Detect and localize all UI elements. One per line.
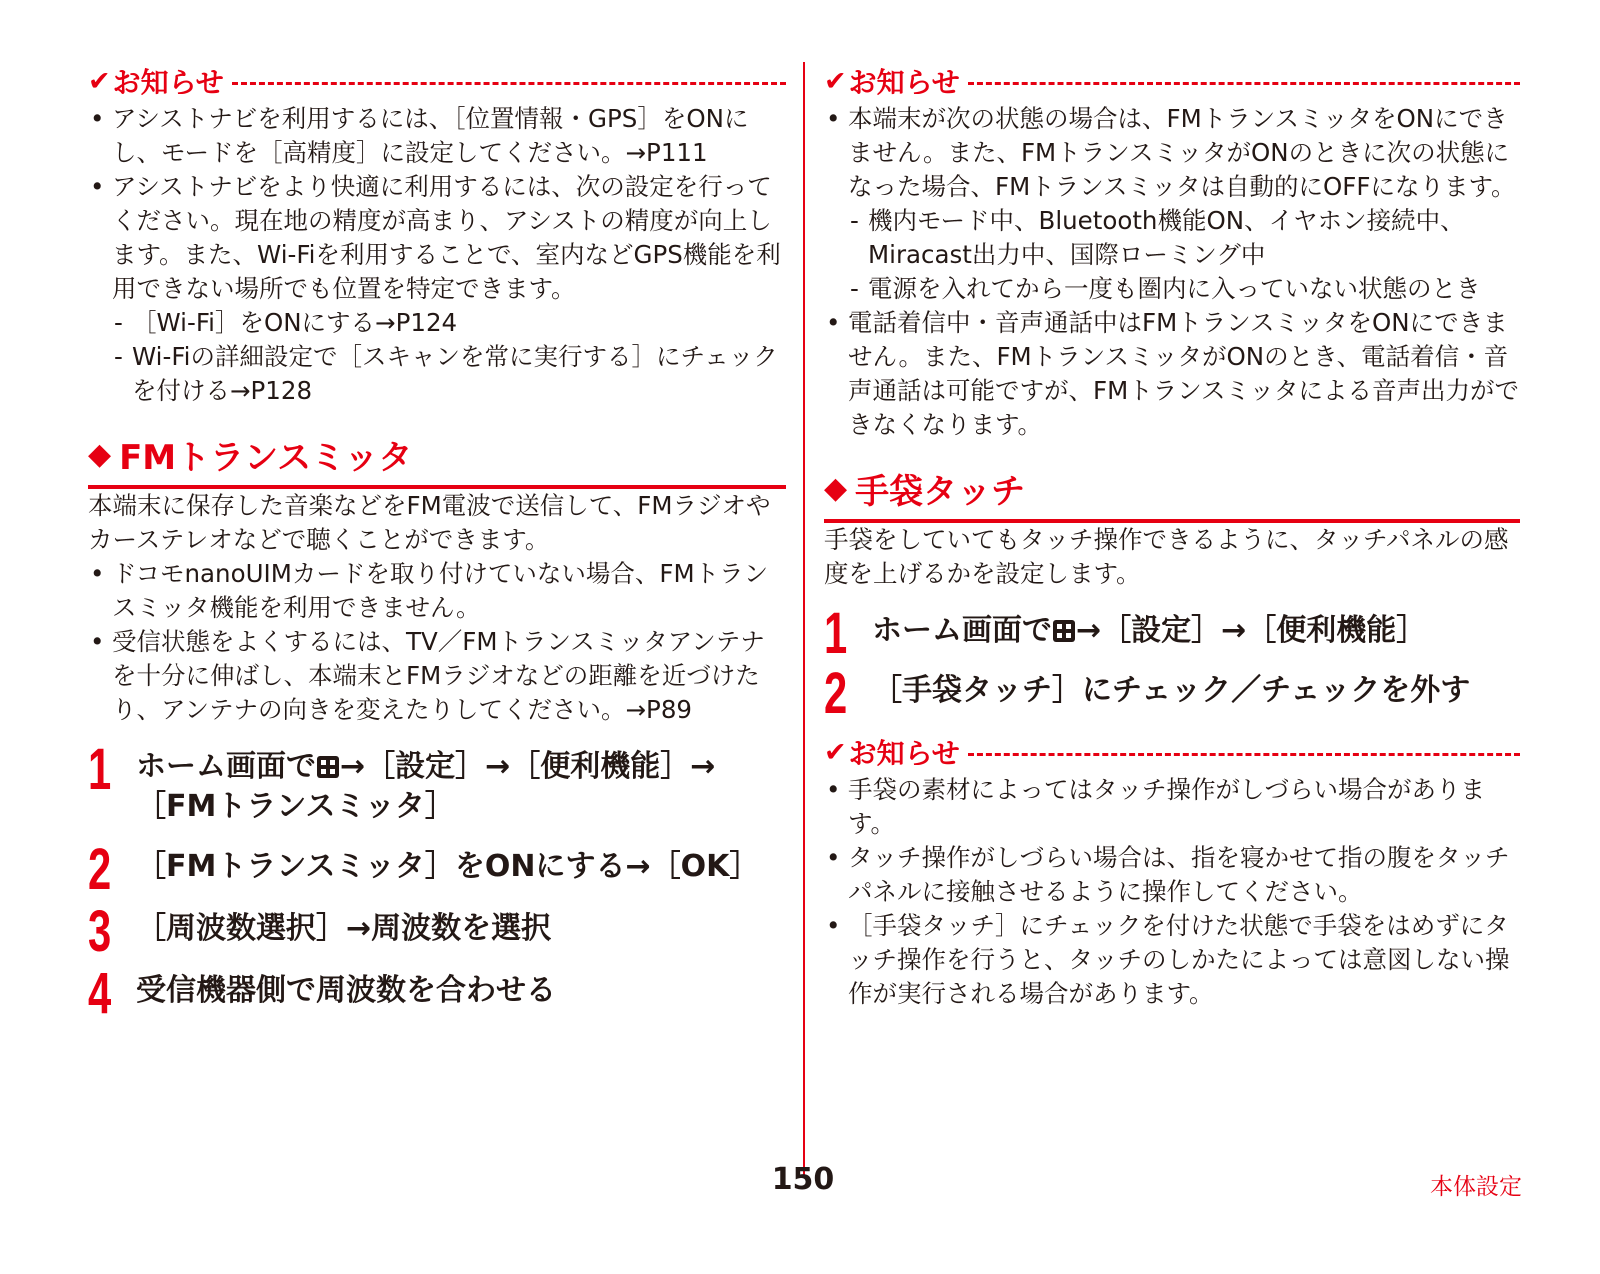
notice-subitem: - ［Wi-Fi］をONにする→P124	[112, 306, 786, 340]
section-bullets	[88, 557, 786, 727]
notice-list	[824, 773, 1520, 1011]
step-number: 1	[824, 601, 848, 666]
notice-item: • ［手袋タッチ］にチェックを付けた状態で手袋をはめずにタッチ操作を行うと、タッチのしかたによっては意図しない操作が実行される場合があります。	[824, 909, 1520, 1011]
notice-heading	[824, 733, 1520, 771]
dashed-rule	[232, 82, 786, 85]
notice-heading	[824, 62, 1520, 100]
step-text: 受信機器側で周波数を合わせる	[136, 973, 556, 1008]
check-icon: ✔	[824, 736, 847, 768]
column-divider	[803, 62, 805, 1177]
step-text-part: →［設定］→［便利機能］	[1076, 613, 1427, 648]
step-text-part: ホーム画面で	[872, 613, 1052, 648]
step-1	[88, 737, 786, 827]
notice-label: お知らせ	[112, 66, 224, 99]
notice-list	[88, 102, 786, 408]
section-title: 手袋タッチ	[855, 472, 1026, 512]
step-number: 1	[88, 737, 112, 802]
step-number: 4	[88, 961, 112, 1026]
dashed-rule	[968, 753, 1520, 756]
notice-label: お知らせ	[848, 66, 960, 99]
page-number: 150	[771, 1162, 835, 1197]
check-icon: ✔	[88, 65, 111, 97]
section-intro: 本端末に保存した音楽などをFM電波で送信して、FMラジオやカーステレオなどで聴くことができます。	[88, 491, 771, 554]
step-text	[872, 605, 1426, 651]
notice-subitem: - Wi-Fiの詳細設定で［スキャンを常に実行する］にチェックを付ける→P128	[112, 340, 786, 408]
step-4	[88, 961, 786, 1026]
notice-subitem: - 電源を入れてから一度も圏内に入っていない状態のとき	[848, 272, 1520, 306]
notice-heading	[88, 62, 786, 100]
step-text	[136, 741, 786, 827]
diamond-icon: ◆	[824, 471, 848, 506]
notice-item: • 電話着信中・音声通話中はFMトランスミッタをONにできません。また、FMトランスミッタがONのとき、電話着信・音声通話は可能ですが、FMトランスミッタによる音声出力ができなくなります。	[824, 306, 1520, 442]
section-heading-fm	[88, 430, 786, 489]
section-bullet: • 受信状態をよくするには、TV／FMトランスミッタアンテナを十分に伸ばし、本端末とFMラジオなどの距離を近づけたり、アンテナの向きを変えたりしてください。→P89	[88, 625, 786, 727]
step-text: ［周波数選択］→周波数を選択	[136, 911, 552, 946]
step-text-part: →［設定］→［便利機能］→［FMトランスミッタ］	[136, 749, 716, 824]
notice-subitem: - 機内モード中、Bluetooth機能ON、イヤホン接続中、Miracast出力中、国際ローミング中	[848, 204, 1520, 272]
notice-item-text: アシストナビをより快適に利用するには、次の設定を行ってください。現在地の精度が高まり、アシストの精度が向上します。また、Wi-Fiを利用することで、室内などGPS機能を利用できない場所でも位置を特定できます。	[112, 172, 781, 303]
step-text: ［FMトランスミッタ］をONにする→［OK］	[136, 849, 760, 884]
notice-sublist	[848, 204, 1520, 306]
notice-item	[824, 102, 1520, 306]
step-number: 2	[88, 837, 112, 902]
step-2	[88, 837, 786, 902]
step-1	[824, 601, 1520, 666]
step-2	[824, 661, 1520, 726]
section-bullet: • ドコモnanoUIMカードを取り付けていない場合、FMトランスミッタ機能を利用できません。	[88, 557, 786, 625]
right-column	[824, 62, 1520, 1011]
app-grid-icon	[317, 756, 339, 778]
step-text: ［手袋タッチ］にチェック／チェックを外す	[872, 673, 1471, 708]
notice-item: • アシストナビを利用するには、［位置情報・GPS］をONにし、モードを［高精度］に設定してください。→P111	[88, 102, 786, 170]
step-number: 2	[824, 661, 848, 726]
notice-item-text: 本端末が次の状態の場合は、FMトランスミッタをONにできません。また、FMトランスミッタがONのときに次の状態になった場合、FMトランスミッタは自動的にOFFになります。	[848, 104, 1516, 201]
step-number: 3	[88, 899, 112, 964]
notice-item	[88, 170, 786, 408]
left-column	[88, 62, 786, 1026]
section-intro: 手袋をしていてもタッチ操作できるように、タッチパネルの感度を上げるかを設定します。	[824, 525, 1509, 588]
chapter-title: 本体設定	[1430, 1174, 1522, 1200]
section-heading-glove	[824, 464, 1520, 523]
diamond-icon: ◆	[88, 437, 112, 472]
notice-list	[824, 102, 1520, 442]
app-grid-icon	[1053, 620, 1075, 642]
notice-label: お知らせ	[848, 737, 960, 770]
step-3	[88, 899, 786, 964]
check-icon: ✔	[824, 65, 847, 97]
notice-item: • タッチ操作がしづらい場合は、指を寝かせて指の腹をタッチパネルに接触させるように操作してください。	[824, 841, 1520, 909]
notice-item: • 手袋の素材によってはタッチ操作がしづらい場合があります。	[824, 773, 1520, 841]
section-title: FMトランスミッタ	[119, 438, 413, 478]
notice-sublist	[112, 306, 786, 408]
step-text-part: ホーム画面で	[136, 749, 316, 784]
dashed-rule	[968, 82, 1520, 85]
